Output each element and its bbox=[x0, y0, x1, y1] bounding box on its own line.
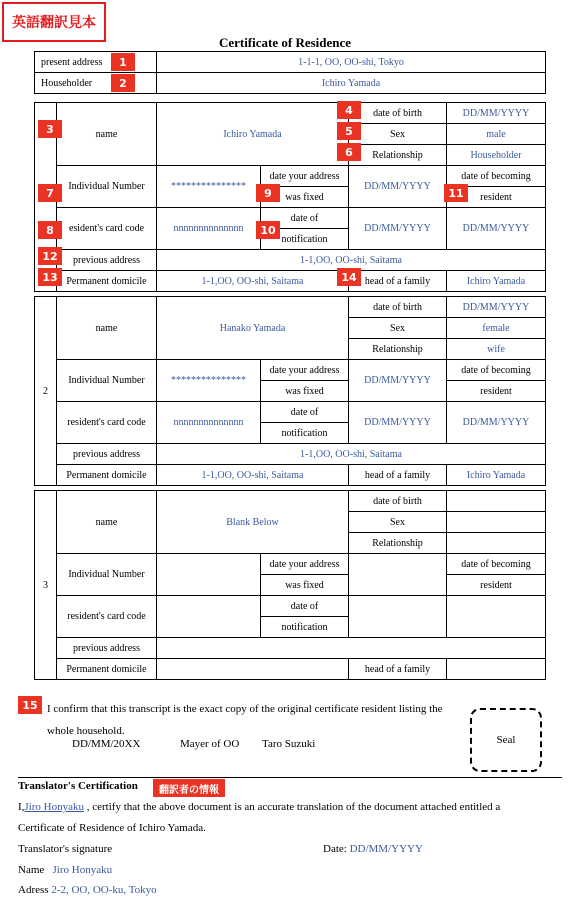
present-address-value: 1-1-1, OO, OO-shi, Tokyo bbox=[157, 52, 546, 73]
becoming-label-1: date of becoming bbox=[447, 166, 546, 187]
individual-number-value: *************** bbox=[157, 166, 261, 208]
sample-badge: 英語翻訳見本 bbox=[2, 2, 106, 42]
card-code-value bbox=[157, 596, 261, 638]
card-code-label: esident's card code bbox=[57, 208, 157, 250]
notification-label-1: date of bbox=[261, 596, 349, 617]
individual-number-value: *************** bbox=[157, 360, 261, 402]
previous-address-value: 1-1,OO, OO-shi, Saitama bbox=[157, 250, 546, 271]
marker-6: 6 bbox=[337, 143, 361, 161]
householder-label: Householder bbox=[35, 73, 157, 94]
previous-address-label: previous address bbox=[57, 638, 157, 659]
addr-fixed-label-2: was fixed bbox=[261, 187, 349, 208]
permanent-domicile-value: 1-1,OO, OO-shi, Saitama bbox=[157, 465, 349, 486]
becoming-label-1: date of becoming bbox=[447, 360, 546, 381]
becoming-label-2: resident bbox=[447, 575, 546, 596]
marker-13: 13 bbox=[38, 268, 62, 286]
confirmation-text: I confirm that this transcript is the exact copy of the original certificate resident listing the whole household. bbox=[47, 703, 443, 737]
translator-address-row bbox=[18, 884, 157, 896]
head-of-family-label: head of a family bbox=[349, 271, 447, 292]
relationship-label: Relationship bbox=[349, 533, 447, 554]
addr-fixed-value bbox=[349, 554, 447, 596]
head-of-family-value: Ichiro Yamada bbox=[447, 271, 546, 292]
sex-label: Sex bbox=[349, 318, 447, 339]
person-table-2 bbox=[34, 296, 546, 486]
translator-name-row bbox=[18, 864, 112, 876]
marker-14: 14 bbox=[337, 268, 361, 286]
individual-number-label: Individual Number bbox=[57, 166, 157, 208]
sex-value: male bbox=[447, 124, 546, 145]
statement-prefix: I, bbox=[18, 801, 25, 813]
marker-1: 1 bbox=[111, 53, 135, 71]
marker-9: 9 bbox=[256, 184, 280, 202]
person-index: 2 bbox=[35, 297, 57, 486]
present-address-label: present address bbox=[35, 52, 157, 73]
translator-date bbox=[323, 843, 423, 855]
notification-label-2: notification bbox=[261, 229, 349, 250]
dob-value bbox=[447, 491, 546, 512]
marker-15: 15 bbox=[18, 696, 42, 714]
date-label: Date: bbox=[323, 843, 347, 855]
dob-label: date of birth bbox=[349, 297, 447, 318]
permanent-domicile-label: Permanent domicile bbox=[57, 465, 157, 486]
becoming-label-1: date of becoming bbox=[447, 554, 546, 575]
notification-value-2: DD/MM/YYYY bbox=[447, 208, 546, 250]
date-value: DD/MM/YYYY bbox=[349, 843, 423, 855]
marker-10: 10 bbox=[256, 221, 280, 239]
person-table-1 bbox=[34, 102, 546, 292]
sex-label: Sex bbox=[349, 512, 447, 533]
notification-label-2: notification bbox=[261, 423, 349, 444]
name-label: Name bbox=[18, 864, 45, 876]
translator-info-badge: 翻訳者の情報 bbox=[153, 779, 225, 797]
marker-12: 12 bbox=[38, 247, 62, 265]
notification-value-2: DD/MM/YYYY bbox=[447, 402, 546, 444]
addr-fixed-label-2: was fixed bbox=[261, 575, 349, 596]
head-of-family-value: Ichiro Yamada bbox=[447, 465, 546, 486]
address-label: Adress bbox=[18, 884, 49, 896]
previous-address-label: previous address bbox=[57, 250, 157, 271]
becoming-label-2: resident bbox=[447, 187, 546, 208]
previous-address-value: 1-1,OO, OO-shi, Saitama bbox=[157, 444, 546, 465]
name-label: name bbox=[57, 491, 157, 554]
name-label: name bbox=[57, 103, 157, 166]
address-value: 2-2, OO, OO-ku, Tokyo bbox=[51, 884, 157, 896]
person-name: Hanako Yamada bbox=[157, 297, 349, 360]
translator-name-link: Jiro Honyaku bbox=[24, 801, 84, 813]
addr-fixed-value: DD/MM/YYYY bbox=[349, 360, 447, 402]
marker-4: 4 bbox=[337, 101, 361, 119]
marker-2: 2 bbox=[111, 74, 135, 92]
sex-value bbox=[447, 512, 546, 533]
name-label: name bbox=[57, 297, 157, 360]
marker-11: 11 bbox=[444, 184, 468, 202]
relationship-label: Relationship bbox=[349, 145, 447, 166]
name-value: Jiro Honyaku bbox=[52, 864, 113, 876]
confirm-date: DD/MM/20XX bbox=[72, 738, 141, 750]
relationship-value: wife bbox=[447, 339, 546, 360]
marker-8: 8 bbox=[38, 221, 62, 239]
dob-value: DD/MM/YYYY bbox=[447, 103, 546, 124]
mayor-name: Taro Suzuki bbox=[262, 738, 316, 750]
becoming-label-2: resident bbox=[447, 381, 546, 402]
permanent-domicile-label: Permanent domicile bbox=[57, 271, 157, 292]
translator-statement bbox=[18, 801, 563, 813]
dob-label: date of birth bbox=[349, 491, 447, 512]
addr-fixed-label-1: date your address bbox=[261, 360, 349, 381]
head-of-family-value bbox=[447, 659, 546, 680]
statement-rest: , certify that the above document is an accurate translation of the document attached entitled a bbox=[86, 801, 501, 813]
relationship-value: Householder bbox=[447, 145, 546, 166]
translator-title: Translator's Certification bbox=[18, 780, 138, 792]
divider bbox=[18, 777, 562, 778]
card-code-label: resident's card code bbox=[57, 596, 157, 638]
notification-value: DD/MM/YYYY bbox=[349, 208, 447, 250]
document-title: Certificate of Residence bbox=[218, 35, 352, 50]
statement-line-2: Certificate of Residence of Ichiro Yamada. bbox=[18, 822, 206, 834]
marker-3: 3 bbox=[38, 120, 62, 138]
signature-label: Translator's signature bbox=[18, 843, 113, 855]
permanent-domicile-value bbox=[157, 659, 349, 680]
notification-value bbox=[349, 596, 447, 638]
marker-5: 5 bbox=[337, 122, 361, 140]
addr-fixed-value: DD/MM/YYYY bbox=[349, 166, 447, 208]
notification-value: DD/MM/YYYY bbox=[349, 402, 447, 444]
marker-7: 7 bbox=[38, 184, 62, 202]
individual-number-label: Individual Number bbox=[57, 360, 157, 402]
mayor-title: Mayer of OO bbox=[180, 738, 240, 750]
relationship-label: Relationship bbox=[349, 339, 447, 360]
person-name: Blank Below bbox=[157, 491, 349, 554]
permanent-domicile-label: Permanent domicile bbox=[57, 659, 157, 680]
individual-number-value bbox=[157, 554, 261, 596]
person-name: Ichiro Yamada bbox=[157, 103, 349, 166]
addr-fixed-label-2: was fixed bbox=[261, 381, 349, 402]
householder-value: Ichiro Yamada bbox=[157, 73, 546, 94]
notification-label-1: date of bbox=[261, 402, 349, 423]
head-of-family-label: head of a family bbox=[349, 659, 447, 680]
card-code-value: nnnnnnnnnnnnnn bbox=[157, 208, 261, 250]
notification-label-2: notification bbox=[261, 617, 349, 638]
card-code-label: resident's card code bbox=[57, 402, 157, 444]
previous-address-value bbox=[157, 638, 546, 659]
person-table-3 bbox=[34, 490, 546, 680]
dob-label: date of birth bbox=[349, 103, 447, 124]
dob-value: DD/MM/YYYY bbox=[447, 297, 546, 318]
seal-box: Seal bbox=[470, 708, 542, 772]
notification-value-2 bbox=[447, 596, 546, 638]
person-index: 3 bbox=[35, 491, 57, 680]
addr-fixed-label-1: date your address bbox=[261, 166, 349, 187]
card-code-value: nnnnnnnnnnnnnn bbox=[157, 402, 261, 444]
sex-value: female bbox=[447, 318, 546, 339]
previous-address-label: previous address bbox=[57, 444, 157, 465]
individual-number-label: Individual Number bbox=[57, 554, 157, 596]
permanent-domicile-value: 1-1,OO, OO-shi, Saitama bbox=[157, 271, 349, 292]
relationship-value bbox=[447, 533, 546, 554]
sex-label: Sex bbox=[349, 124, 447, 145]
head-of-family-label: head of a family bbox=[349, 465, 447, 486]
notification-label-1: date of bbox=[261, 208, 349, 229]
addr-fixed-label-1: date your address bbox=[261, 554, 349, 575]
